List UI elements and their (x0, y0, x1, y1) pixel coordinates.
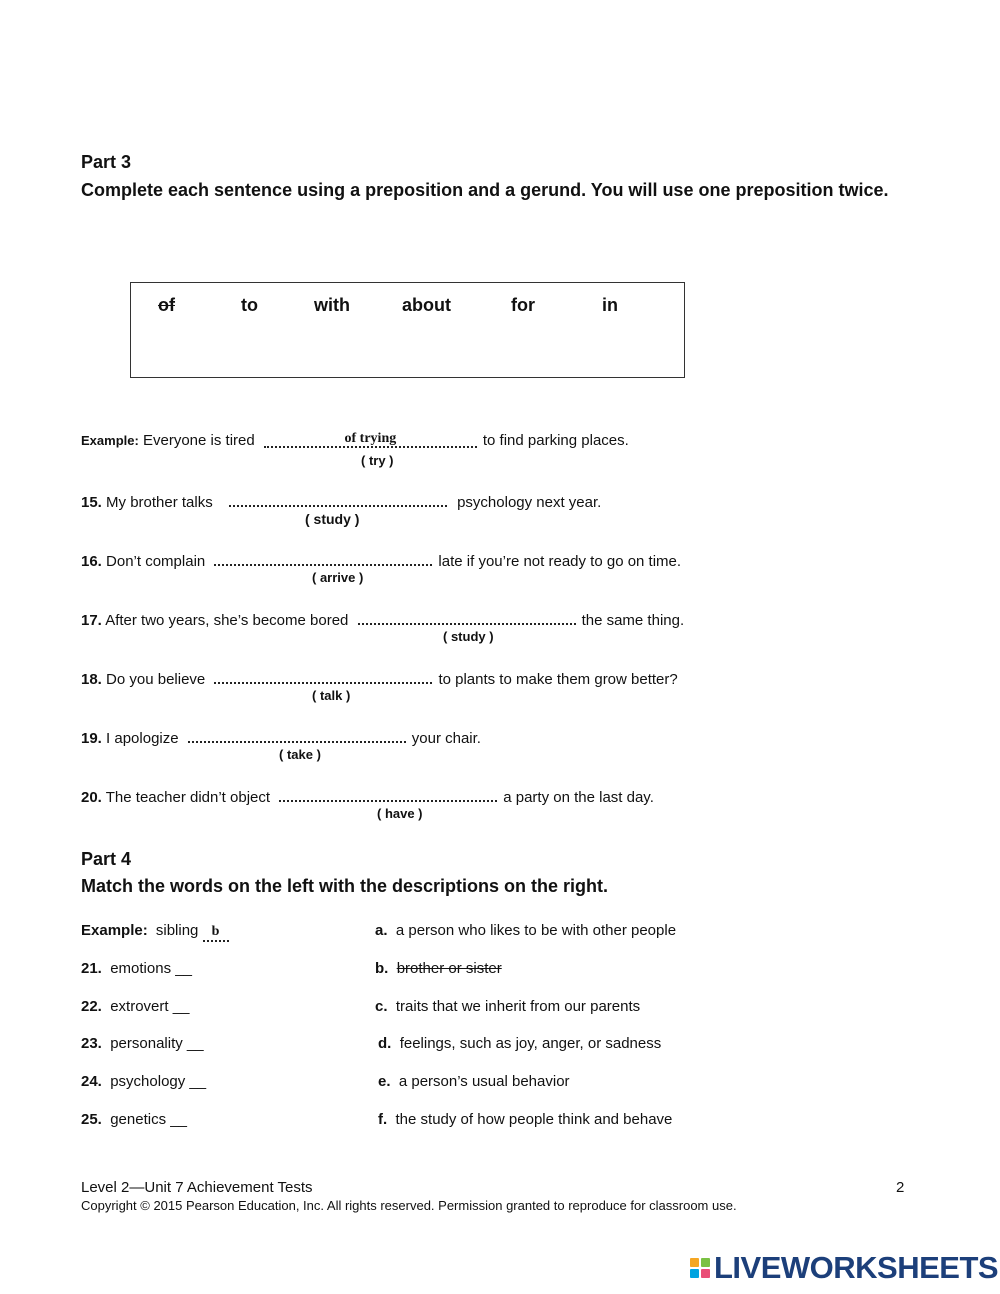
part3-example (81, 432, 629, 449)
question-text-after: psychology next year. (457, 494, 602, 511)
match-word: personality __ (110, 1035, 204, 1052)
match-number: 25. (81, 1111, 102, 1128)
answer-blank-19[interactable] (188, 727, 406, 743)
question-20 (81, 786, 654, 806)
match-letter: d. (378, 1035, 392, 1052)
answer-blank-20[interactable] (279, 786, 497, 802)
match-number: 22. (81, 998, 102, 1015)
match-word: extrovert __ (110, 998, 190, 1015)
hint-19: ( take ) (279, 747, 321, 762)
match-right-b (375, 960, 502, 977)
question-number: 20. (81, 789, 102, 806)
match-number: 21. (81, 960, 102, 977)
answer-blank-16[interactable] (214, 550, 432, 566)
answer-blank-18[interactable] (214, 668, 432, 684)
match-left-22[interactable] (81, 998, 189, 1015)
part3-heading: Part 3 (81, 152, 132, 172)
match-example-word: sibling (155, 922, 199, 939)
match-description: feelings, such as joy, anger, or sadness (399, 1035, 662, 1052)
question-17 (81, 609, 684, 629)
match-number: 24. (81, 1073, 102, 1090)
question-number: 18. (81, 671, 102, 688)
match-letter: b. (375, 960, 389, 977)
question-text-after: to plants to make them grow better? (438, 671, 678, 688)
question-text-before: Don’t complain (106, 553, 206, 570)
question-16 (81, 550, 681, 570)
hint-17: ( study ) (443, 629, 494, 644)
liveworksheets-logo (690, 1250, 998, 1286)
match-right-e (378, 1073, 570, 1090)
example-before: Everyone is tired (142, 432, 255, 449)
question-number: 16. (81, 553, 102, 570)
match-description: brother or sister (396, 960, 502, 977)
question-text-before: My brother talks (106, 494, 213, 511)
match-letter: e. (378, 1073, 391, 1090)
match-right-f (378, 1111, 672, 1128)
match-number: 23. (81, 1035, 102, 1052)
match-letter: c. (375, 998, 388, 1015)
word-box-item-for: for (511, 295, 535, 315)
question-text-after: your chair. (411, 730, 481, 747)
page-number: 2 (896, 1179, 905, 1196)
match-description: traits that we inherit from our parents (395, 998, 641, 1015)
match-word: genetics __ (110, 1111, 187, 1128)
example-answer: of trying (344, 431, 397, 446)
hint-20: ( have ) (377, 806, 423, 821)
match-example (81, 922, 229, 942)
answer-blank-17[interactable] (358, 609, 576, 625)
match-description: a person’s usual behavior (398, 1073, 570, 1090)
match-right-d (378, 1035, 661, 1052)
match-description: a person who likes to be with other people (395, 922, 677, 939)
word-box-item-with: with (314, 295, 350, 315)
example-hint: ( try ) (361, 453, 394, 468)
question-text-after: the same thing. (581, 612, 685, 629)
match-word: emotions __ (110, 960, 192, 977)
match-word: psychology __ (110, 1073, 207, 1090)
question-text-before: Do you believe (106, 671, 206, 688)
question-text-after: late if you’re not ready to go on time. (438, 553, 682, 570)
question-19 (81, 727, 481, 747)
word-box-item-about: about (402, 295, 451, 315)
question-number: 15. (81, 494, 102, 511)
hint-16: ( arrive ) (312, 570, 364, 585)
match-example-answer: b (203, 924, 229, 942)
answer-blank-15[interactable] (229, 491, 447, 507)
word-box-item-of: of (158, 295, 175, 315)
match-left-21[interactable] (81, 960, 192, 977)
question-number: 19. (81, 730, 102, 747)
match-right-c (375, 998, 640, 1015)
match-left-25[interactable] (81, 1111, 187, 1128)
question-number: 17. (81, 612, 102, 629)
match-example-label: Example: (81, 922, 148, 939)
question-text-before: After two years, she’s become bored (105, 612, 349, 629)
question-text-before: The teacher didn’t object (105, 789, 271, 806)
copyright-notice: Copyright © 2015 Pearson Education, Inc. All rights reserved. Permission granted to reproduce for classroom use. (81, 1198, 737, 1213)
question-15 (81, 491, 601, 511)
example-after: to find parking places. (482, 432, 629, 449)
match-left-24[interactable] (81, 1073, 206, 1090)
question-18 (81, 668, 678, 688)
word-box (130, 282, 685, 378)
word-box-item-in: in (602, 295, 618, 315)
word-box-item-to: to (241, 295, 258, 315)
match-letter: a. (375, 922, 388, 939)
part4-instructions: Match the words on the left with the descriptions on the right. (81, 876, 609, 896)
part4-heading: Part 4 (81, 849, 132, 869)
logo-text: LIVEWORKSHEETS (714, 1250, 999, 1285)
hint-15: ( study ) (305, 511, 360, 527)
match-right-a (375, 922, 676, 939)
example-label: Example: (81, 433, 139, 448)
match-left-23[interactable] (81, 1035, 204, 1052)
logo-blocks-icon (690, 1258, 710, 1278)
question-text-before: I apologize (106, 730, 179, 747)
question-text-after: a party on the last day. (503, 789, 654, 806)
part3-instructions: Complete each sentence using a preposition and a gerund. You will use one preposition twice. (81, 180, 889, 200)
example-answer-blank (264, 432, 477, 448)
match-description: the study of how people think and behave (395, 1111, 673, 1128)
match-letter: f. (378, 1111, 388, 1128)
footer-title: Level 2—Unit 7 Achievement Tests (81, 1179, 313, 1196)
hint-18: ( talk ) (312, 688, 351, 703)
